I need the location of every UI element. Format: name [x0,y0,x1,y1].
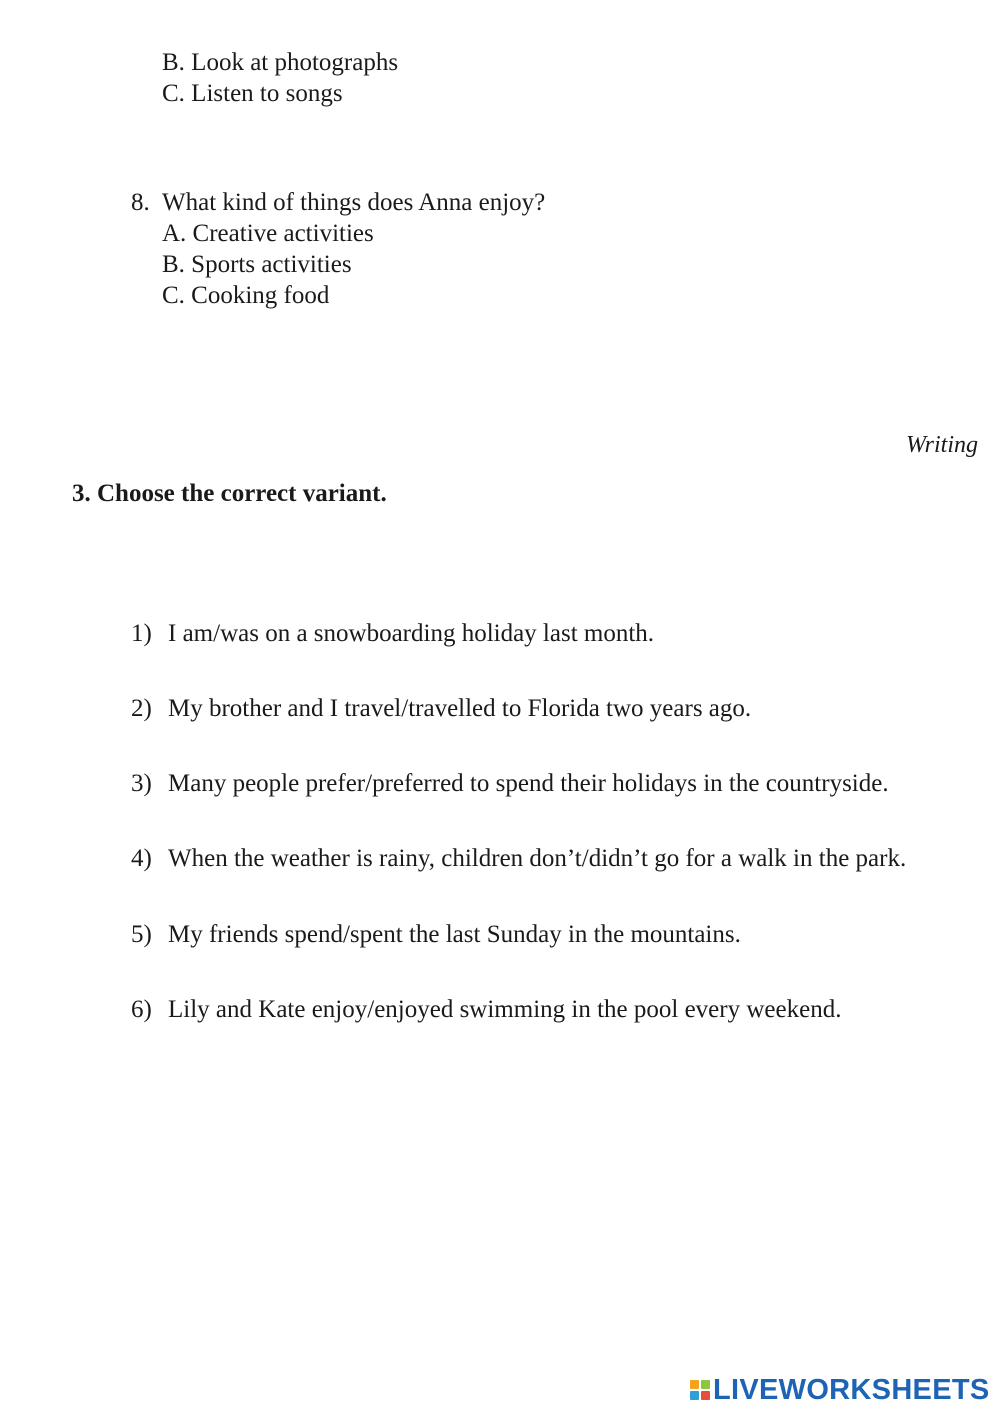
question-8-option-b: B. Sports activities [162,251,352,278]
item-sentence: When the weather is rainy, children don’t/didn’t go for a walk in the park. [168,845,907,872]
question-8-option-c: C. Cooking food [162,282,330,309]
liveworksheets-logo [690,1372,990,1408]
liveworksheets-wordmark: LIVEWORKSHEETS [713,1373,990,1406]
item-number: 3) [131,770,152,797]
item-number: 4) [131,845,152,872]
question-8-number: 8. [131,189,150,216]
item-number: 6) [131,996,152,1023]
question-8-text: What kind of things does Anna enjoy? [162,189,546,216]
section-label-writing: Writing [905,432,978,458]
item-number: 2) [131,695,152,722]
option-b-photographs: B. Look at photographs [162,49,399,76]
item-sentence: Many people prefer/preferred to spend their holidays in the countryside. [168,770,889,797]
liveworksheets-mark-icon [690,1380,710,1400]
option-c-songs: C. Listen to songs [162,80,343,107]
item-sentence: Lily and Kate enjoy/enjoyed swimming in the pool every weekend. [168,996,842,1023]
question-8-option-a: A. Creative activities [162,220,374,247]
item-sentence: My friends spend/spent the last Sunday in the mountains. [168,921,741,948]
item-sentence: My brother and I travel/travelled to Florida two years ago. [168,695,752,722]
item-sentence: I am/was on a snowboarding holiday last month. [168,620,655,647]
task-3-heading: 3. Choose the correct variant. [72,480,387,507]
item-number: 5) [131,921,152,948]
item-number: 1) [131,620,152,647]
